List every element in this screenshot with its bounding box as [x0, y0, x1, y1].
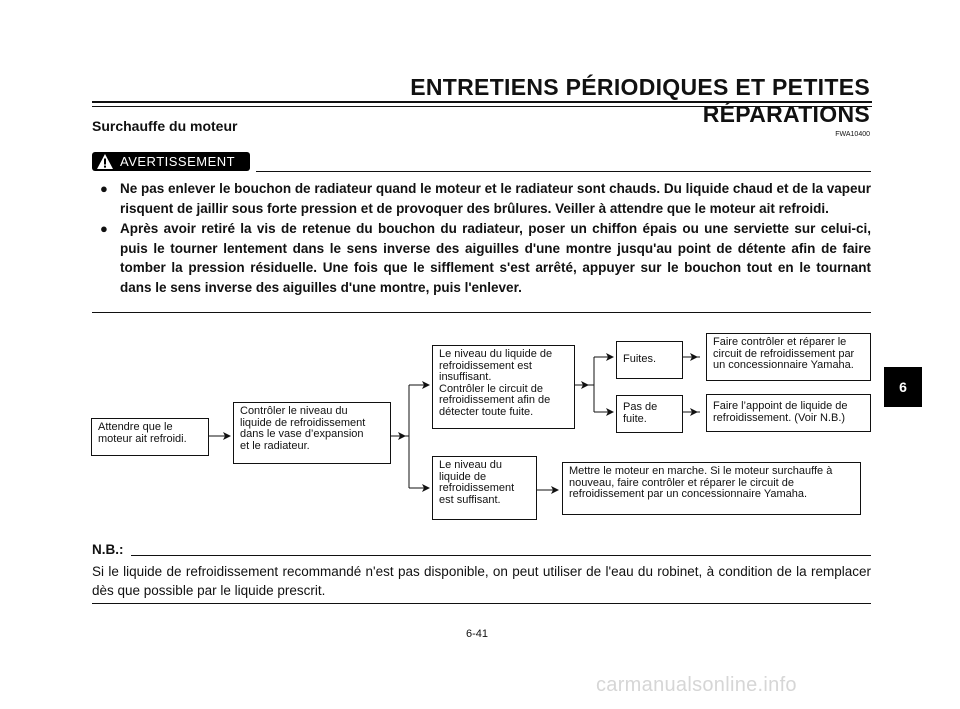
flow-box-text: Fuites.	[623, 353, 657, 365]
flow-box-text: et le radiateur.	[240, 439, 310, 452]
flow-box-text: Mettre le moteur en marche. Si le moteur surchauffe à	[569, 465, 833, 477]
flow-box-wait	[91, 418, 209, 456]
flow-box-text: moteur ait refroidi.	[98, 432, 187, 445]
flow-box-level-low	[432, 345, 575, 429]
flow-box-text: Pas de	[623, 401, 658, 413]
flow-box-no-leak	[616, 395, 683, 433]
flow-box-text: dans le vase d’expansion	[240, 428, 364, 440]
flow-box-text: circuit de refroidissement par	[713, 347, 855, 360]
flow-box-text: Attendre que le	[98, 421, 173, 433]
flow-box-check-level	[233, 402, 391, 464]
flow-box-text: Contrôler le niveau du	[240, 405, 348, 417]
warning-item-text: Ne pas enlever le bouchon de radiateur quand le moteur et le radiateur sont chauds. Du liquide chaud et de la vapeur risquent de jaillir sous forte pression et de provoquer des brûlures. Veiller à attendre que le moteur ait refroidi.	[120, 181, 871, 216]
flow-box-text: liquide de refroidissement	[240, 416, 366, 429]
flow-box-restart	[562, 462, 861, 515]
flow-box-text: détecter toute fuite.	[439, 405, 534, 418]
flow-box-text: refroidissement est	[439, 359, 532, 372]
flow-box-text: refroidissement	[439, 482, 515, 494]
flow-box-text: refroidissement. (Voir N.B.)	[713, 411, 846, 424]
flow-box-text: nouveau, faire contrôler et réparer le circuit de	[569, 476, 795, 489]
flow-box-text: est suffisant.	[439, 493, 501, 506]
note-rule	[131, 555, 871, 556]
note-text: Si le liquide de refroidissement recommandé n'est pas disponible, on peut utiliser de l'eau du robinet, à condition de la remplacer dès que possible par le liquide prescrit.	[92, 564, 871, 598]
reference-code: FWA10400	[835, 131, 870, 138]
flow-box-text: insuffisant.	[439, 371, 492, 383]
flow-box-text: refroidissement par un concessionnaire Yamaha.	[569, 488, 808, 500]
bullet-icon: ●	[100, 181, 108, 196]
note-label: N.B.:	[92, 542, 124, 557]
note-end-rule	[92, 603, 871, 604]
bullet-icon: ●	[100, 221, 108, 236]
flow-box-text: Le niveau du	[439, 459, 502, 471]
flow-box-leaks	[616, 341, 683, 379]
flow-box-text: Le niveau du liquide de	[439, 348, 553, 360]
flow-box-level-ok	[432, 456, 537, 520]
flow-box-text: un concessionnaire Yamaha.	[713, 359, 854, 371]
warning-item-text: Après avoir retiré la vis de retenue du bouchon du radiateur, poser un chiffon épais ou une serviette sur celui-ci, puis le tourner lentement dans le sens inverse des aiguilles d'une montre jusqu'au point de détente afin de faire tomber la pression résiduelle. Une fois que le sifflement s'est arrêté, appuyer sur le bouchon tout en le tournant dans le sens inverse des aiguilles d'une montre, puis l'enlever.	[120, 221, 871, 295]
flow-box-text: Contrôler le circuit de	[439, 382, 543, 395]
flow-box-text: fuite.	[623, 412, 647, 425]
flow-box-text: refroidissement afin de	[439, 394, 551, 406]
flow-box-top-up	[706, 394, 871, 432]
page-header-title: ENTRETIENS PÉRIODIQUES ET PETITES RÉPARATIONS	[410, 74, 870, 127]
flow-box-repair	[706, 333, 871, 381]
watermark: carmanualsonline.info	[596, 674, 797, 696]
flow-box-text: liquide de	[439, 470, 487, 483]
warning-label: AVERTISSEMENT	[120, 154, 236, 169]
section-title: Surchauffe du moteur	[92, 118, 238, 134]
flow-box-text: Faire l’appoint de liquide de	[713, 400, 848, 412]
chapter-tab[interactable]: 6	[884, 367, 922, 407]
page-number: 6-41	[466, 628, 489, 640]
flow-box-text: Faire contrôler et réparer le	[713, 336, 847, 348]
